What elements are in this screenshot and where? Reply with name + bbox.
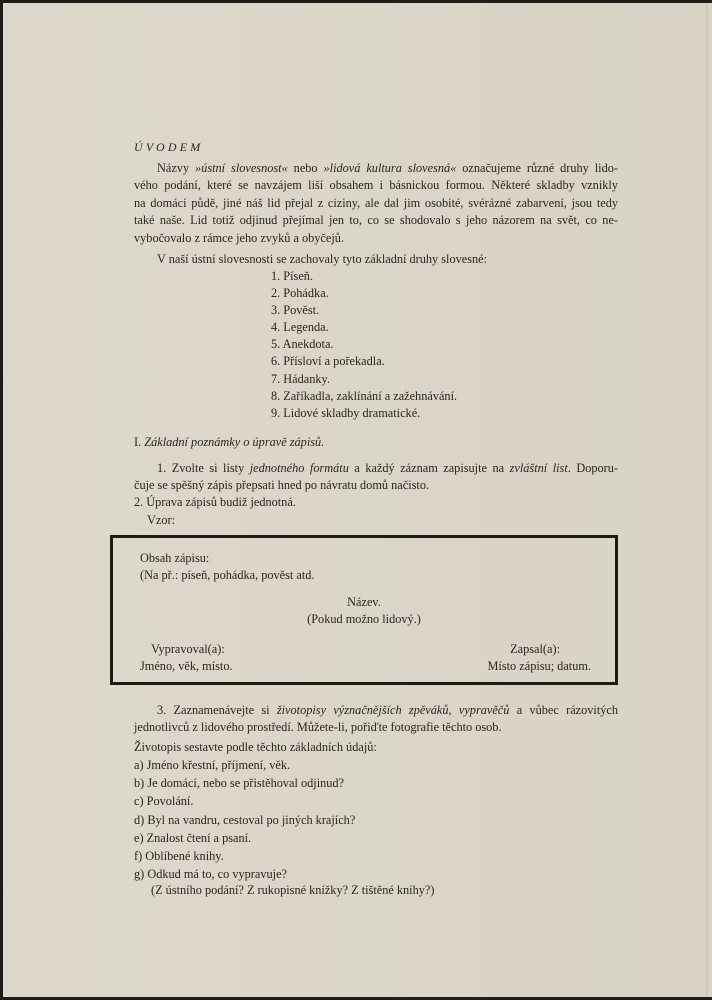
list-item: c) Povolání.	[134, 794, 194, 809]
bio-list	[134, 756, 434, 900]
bio-intro: Životopis sestavte podle těchto základních údajů:	[134, 740, 377, 754]
page-edge	[706, 3, 708, 997]
recorder-fields: Místo zápisu; datum.	[487, 659, 591, 673]
section-1-paragraph	[134, 460, 618, 495]
list-item: 8. Zaříkadla, zaklínání a zažehnávání.	[271, 388, 458, 403]
list-item: d) Byl na vandru, cestoval po jiných krajích?	[134, 812, 356, 827]
narrator-fields: Jméno, věk, místo.	[140, 659, 233, 673]
list-item: 1. Píseň.	[271, 269, 314, 283]
list-item: e) Znalost čtení a psaní.	[134, 830, 252, 845]
section-1-title: I. Základní poznámky o úpravě zápisů.	[134, 435, 325, 449]
types-list	[271, 268, 457, 422]
title-note: (Pokud možno lidový.)	[307, 612, 421, 626]
list-item: 9. Lidové skladby dramatické.	[271, 405, 421, 420]
document-page	[3, 3, 712, 997]
list-item: 5. Anekdota.	[271, 337, 334, 352]
section-1-line-2: čuje se spěšný zápis přepsati hned po návratu domů načisto.	[134, 478, 430, 493]
list-item: b) Je domácí, nebo se přistěhoval odjinud?	[134, 776, 345, 791]
list-item: f) Oblíbené knihy.	[134, 849, 224, 864]
sample-label: Vzor:	[147, 513, 175, 527]
list-item: 3. Pověst.	[271, 303, 320, 318]
intro-paragraph	[134, 160, 618, 247]
intro-line-2: vého podání, které se navzájem liší obsahem i básnickou formou. Některé skladby vznikly	[134, 178, 618, 193]
list-item: 7. Hádanky.	[271, 371, 330, 386]
recorder-label: Zapsal(a):	[510, 642, 560, 656]
list-item: a) Jméno křestní, příjmení, věk.	[134, 758, 291, 772]
intro-line-5: vybočovalo z rámce jeho zvyků a obyčejů.	[134, 230, 344, 245]
list-item-sub: (Z ústního podání? Z rukopisné knížky? Z tištěné knihy?)	[151, 883, 435, 898]
section-1-line-1: 1. Zvolte si listy jednotného formátu a každý záznam zapisujte na zvláštní list. Doporu-	[157, 461, 618, 475]
section-3-line-1: 3. Zaznamenávejte si životopisy význačnějších zpěváků, vypravěčů a vůbec rázovitých	[157, 703, 618, 717]
list-item: 6. Přísloví a pořekadla.	[271, 354, 385, 369]
sample-record-box	[110, 535, 618, 685]
list-item: 2. Pohádka.	[271, 286, 329, 301]
intro-line-3: na domácí půdě, jiné náš lid přejal z ciziny, ale dal jim osobité, svérázné zabarvení, jsou tedy	[134, 195, 618, 210]
narrator-label: Vypravoval(a):	[151, 642, 225, 656]
intro-line-4: také naše. Lid totiž odjinud přejímal jen to, co se shodovalo s jeho názorem na svět, co ne-	[134, 213, 618, 228]
intro-line-1: Názvy »ústní slovesnost« nebo »lidová kultura slovesná« označujeme různé druhy lido-	[157, 161, 618, 175]
content-example: (Na př.: píseň, pohádka, pověst atd.	[140, 568, 315, 582]
content-label: Obsah zápisu:	[140, 551, 210, 565]
types-intro: V naší ústní slovesnosti se zachovaly tyto základní druhy slovesné:	[157, 252, 488, 266]
section-3-line-2: jednotlivců z lidového prostředí. Můžete-li, pořiďte fotografie těchto osob.	[134, 720, 502, 735]
section-heading: ÚVODEM	[134, 140, 204, 154]
title-label: Název.	[347, 595, 381, 609]
section-3-paragraph	[134, 702, 618, 737]
list-item: 4. Legenda.	[271, 320, 329, 335]
section-1-point-2: 2. Úprava zápisů budiž jednotná.	[134, 495, 296, 509]
list-item: g) Odkud má to, co vypravuje?	[134, 867, 287, 882]
